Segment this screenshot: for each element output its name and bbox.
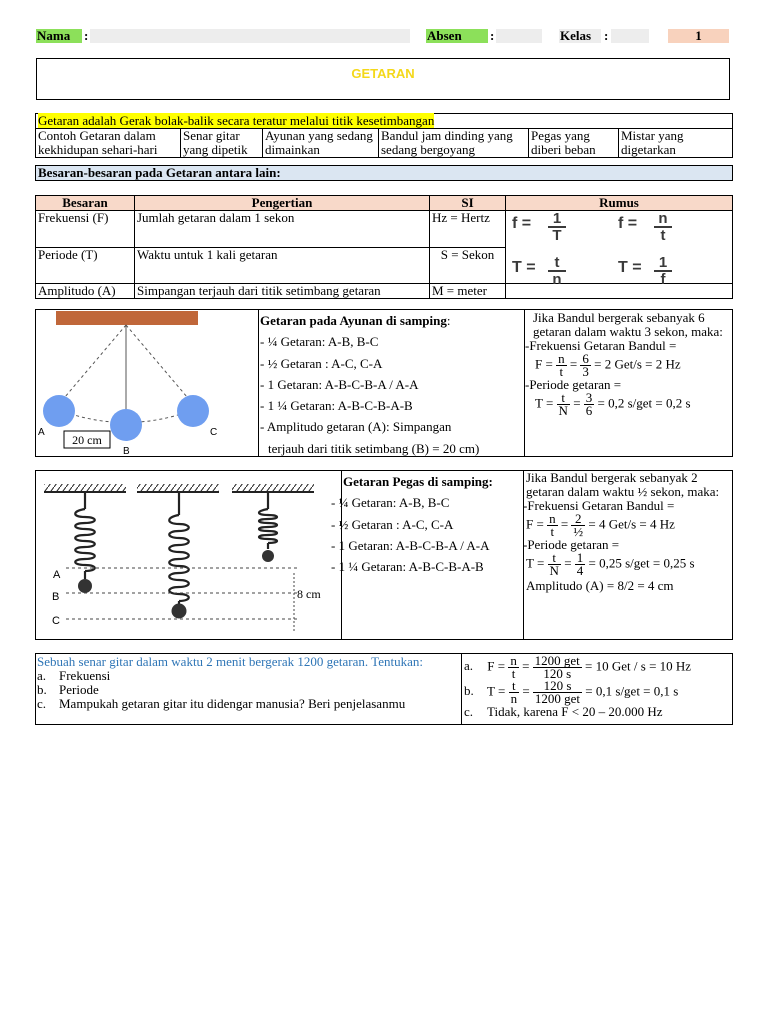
spring-line: - ¼ Getaran: A-B, B-C xyxy=(331,495,450,511)
examples-table xyxy=(35,113,733,158)
pendulum-ball-c xyxy=(177,395,209,427)
amplitude-label: 8 cm xyxy=(297,587,321,601)
kelas-label-box xyxy=(559,29,601,43)
example-item: Bandul jam dinding yang sedang bergoyang xyxy=(379,129,529,158)
calc-per-label: -Periode getaran = xyxy=(525,377,622,392)
table-cell: Hz = Hertz xyxy=(430,211,506,248)
label-a: A xyxy=(38,427,45,438)
table-cell: Frekuensi (F) xyxy=(36,211,135,248)
spring-title: Getaran Pegas di samping: xyxy=(343,474,493,489)
calc-intro: Jika Bandul bergerak sebanyak 2 getaran dalam waktu ½ sekon, maka: xyxy=(526,470,720,499)
formula-den: f xyxy=(660,271,666,288)
examples-heading: Contoh Getaran dalam kekhidupan sehari-hari xyxy=(36,129,181,158)
definition-text: Getaran adalah Gerak bolak-balik secara teratur melalui titik kesetimbangan xyxy=(38,113,435,128)
example-item: Ayunan yang sedang dimainkan xyxy=(263,129,379,158)
quantities-table xyxy=(35,195,733,299)
calc-intro: Jika Bandul bergerak sebanyak 6 getaran dalam waktu 3 sekon, maka: xyxy=(533,310,723,339)
pendulum-beam xyxy=(56,311,198,325)
title-box xyxy=(36,58,730,100)
formula-num: n xyxy=(654,211,672,228)
example-item: Mistar yang digetarkan xyxy=(619,129,733,158)
nama-colon: : xyxy=(84,28,89,43)
calc-amplitude: Amplitudo (A) = 8/2 = 4 cm xyxy=(526,578,674,593)
table-cell: Jumlah getaran dalam 1 sekon xyxy=(135,211,430,248)
formula-num: 1 xyxy=(654,255,672,272)
pendulum-ball-a xyxy=(43,395,75,427)
answer-b: b. T = $\frac{t}{n}$ = $\frac{120 s}{\text{1200 get}}$ = 0,1 s/get = 0,1 s xyxy=(464,678,679,706)
pendulum-ball-b xyxy=(110,409,142,441)
formula-num: t xyxy=(548,255,566,272)
calc-freq-label: -Frekuensi Getaran Bandul = xyxy=(525,338,677,353)
formula-f2: f = xyxy=(618,215,638,232)
pendulum-diagram xyxy=(36,310,258,456)
kelas-colon: : xyxy=(604,28,609,43)
spring-rest xyxy=(75,492,95,579)
quantities-heading: Besaran-besaran pada Getaran antara lain: xyxy=(38,165,281,180)
pendulum-section xyxy=(35,309,733,457)
page-title: GETARAN xyxy=(351,66,415,81)
example-item: Pegas yang diberi beban xyxy=(529,129,619,158)
pendulum-calc xyxy=(527,311,731,417)
kelas-value: 1 xyxy=(695,28,702,43)
exercise-item: c. Mampukah getaran gitar itu didengar manusia? Beri penjelasanmu xyxy=(37,696,406,711)
pendulum-line: - 1 ¼ Getaran: A-B-C-B-A-B xyxy=(260,398,413,414)
formula-t1: T = xyxy=(512,259,536,276)
pendulum-line: - 1 Getaran: A-B-C-B-A / A-A xyxy=(260,376,419,392)
kelas-label: Kelas xyxy=(560,28,592,43)
formula-f1: f = xyxy=(512,215,532,232)
nama-field[interactable] xyxy=(90,29,410,43)
answer-c: c. Tidak, karena F < 20 – 20.000 Hz xyxy=(464,704,663,719)
label-c: C xyxy=(210,427,218,438)
amplitude-label: 20 cm xyxy=(72,433,102,447)
exercise-answers xyxy=(464,655,732,719)
spring-line: - 1 ¼ Getaran: A-B-C-B-A-B xyxy=(331,559,484,575)
pendulum-line: - ½ Getaran : A-C, C-A xyxy=(260,355,383,371)
exercise-item: b. Periode xyxy=(37,682,99,697)
spring-diagram xyxy=(36,471,341,639)
label-c: C xyxy=(52,615,60,627)
pendulum-text: Getaran pada Ayunan di samping: - ¼ Getaran: A-B, B-C - ½ Getaran : A-C, C-A - 1 Getaran: A-B-C-B-A / A-A - 1 ¼ Getaran: A-B-C-B-A-B - Amplitudo getaran (A): Simpangan terjauh dari titik setimbang (B) = 20 cm) xyxy=(260,310,522,459)
kelas-field[interactable] xyxy=(668,29,729,43)
calc-per-row: T = $\frac{t}{N}$ = $\frac{3}{6}$ = 0,2 s/get = 0,2 s xyxy=(535,390,691,418)
answer-a: a. F = $\frac{n}{t}$ = $\frac{\text{1200 get}}{120 s}$ = 10 Get / s = 10 Hz xyxy=(464,653,692,681)
spring-compressed xyxy=(259,492,277,549)
spring-line: - 1 Getaran: A-B-C-B-A / A-A xyxy=(331,537,490,553)
pendulum-line: - ¼ Getaran: A-B, B-C xyxy=(260,334,379,350)
formula-num: 1 xyxy=(548,211,566,228)
definition-cell xyxy=(36,114,733,129)
quantities-heading-box xyxy=(35,165,733,181)
formula-den: t xyxy=(660,227,666,244)
exercise-question: Sebuah senar gitar dalam waktu 2 menit bergerak 1200 getaran. Tentukan: xyxy=(37,654,423,669)
calc-freq-row: F = $\frac{n}{t}$ = $\frac{2}{\text{½}}$ = 4 Get/s = 4 Hz xyxy=(526,511,675,539)
spring-line: - ½ Getaran : A-C, C-A xyxy=(331,516,454,532)
pendulum-title: Getaran pada Ayunan di samping xyxy=(260,313,447,328)
nama-label-box xyxy=(36,29,82,43)
spring-text xyxy=(331,471,523,577)
label-b: B xyxy=(123,446,130,456)
column-header: Pengertian xyxy=(135,196,430,211)
absen-field[interactable] xyxy=(496,29,542,43)
nama-label: Nama xyxy=(37,28,71,43)
kelas-gap xyxy=(611,29,649,43)
label-b: B xyxy=(52,591,60,603)
example-item: Senar gitar yang dipetik xyxy=(181,129,263,158)
column-header: Besaran xyxy=(36,196,135,211)
calc-per-row: T = $\frac{t}{N}$ = $\frac{1}{4}$ = 0,25 s/get = 0,25 s xyxy=(526,550,695,578)
absen-label-box xyxy=(426,29,488,43)
table-cell: M = meter xyxy=(430,284,506,299)
spring-section xyxy=(35,470,733,640)
spring-stretched xyxy=(169,492,189,604)
formula-den: T xyxy=(552,227,562,244)
exercise-section xyxy=(35,653,733,725)
exercise-question-block xyxy=(37,655,461,711)
calc-freq-label: -Frekuensi Getaran Bandul = xyxy=(523,498,675,513)
calc-freq-row: F = $\frac{n}{t}$ = $\frac{6}{3}$ = 2 Get/s = 2 Hz xyxy=(535,351,681,379)
table-cell: Simpangan terjauh dari titik setimbang getaran xyxy=(135,284,430,299)
exercise-item: a. Frekuensi xyxy=(37,668,111,683)
spring-calc xyxy=(523,470,732,593)
label-a: A xyxy=(53,569,61,581)
column-header: SI xyxy=(430,196,506,211)
calc-per-label: -Periode getaran = xyxy=(523,537,620,552)
column-header: Rumus xyxy=(506,196,733,211)
absen-label: Absen xyxy=(427,28,462,43)
table-cell xyxy=(506,284,733,299)
table-cell: Amplitudo (A) xyxy=(36,284,135,299)
pendulum-line: terjauh dari titik setimbang (B) = 20 cm) xyxy=(268,440,480,456)
absen-colon: : xyxy=(490,28,495,43)
formula-den: n xyxy=(552,271,562,288)
pendulum-line: - Amplitudo getaran (A): Simpangan xyxy=(260,419,452,435)
table-cell: S = Sekon xyxy=(430,247,506,284)
table-cell: Waktu untuk 1 kali getaran xyxy=(135,247,430,284)
formula-cell xyxy=(506,210,733,288)
table-cell: Periode (T) xyxy=(36,247,135,284)
formula-t2: T = xyxy=(618,259,642,276)
